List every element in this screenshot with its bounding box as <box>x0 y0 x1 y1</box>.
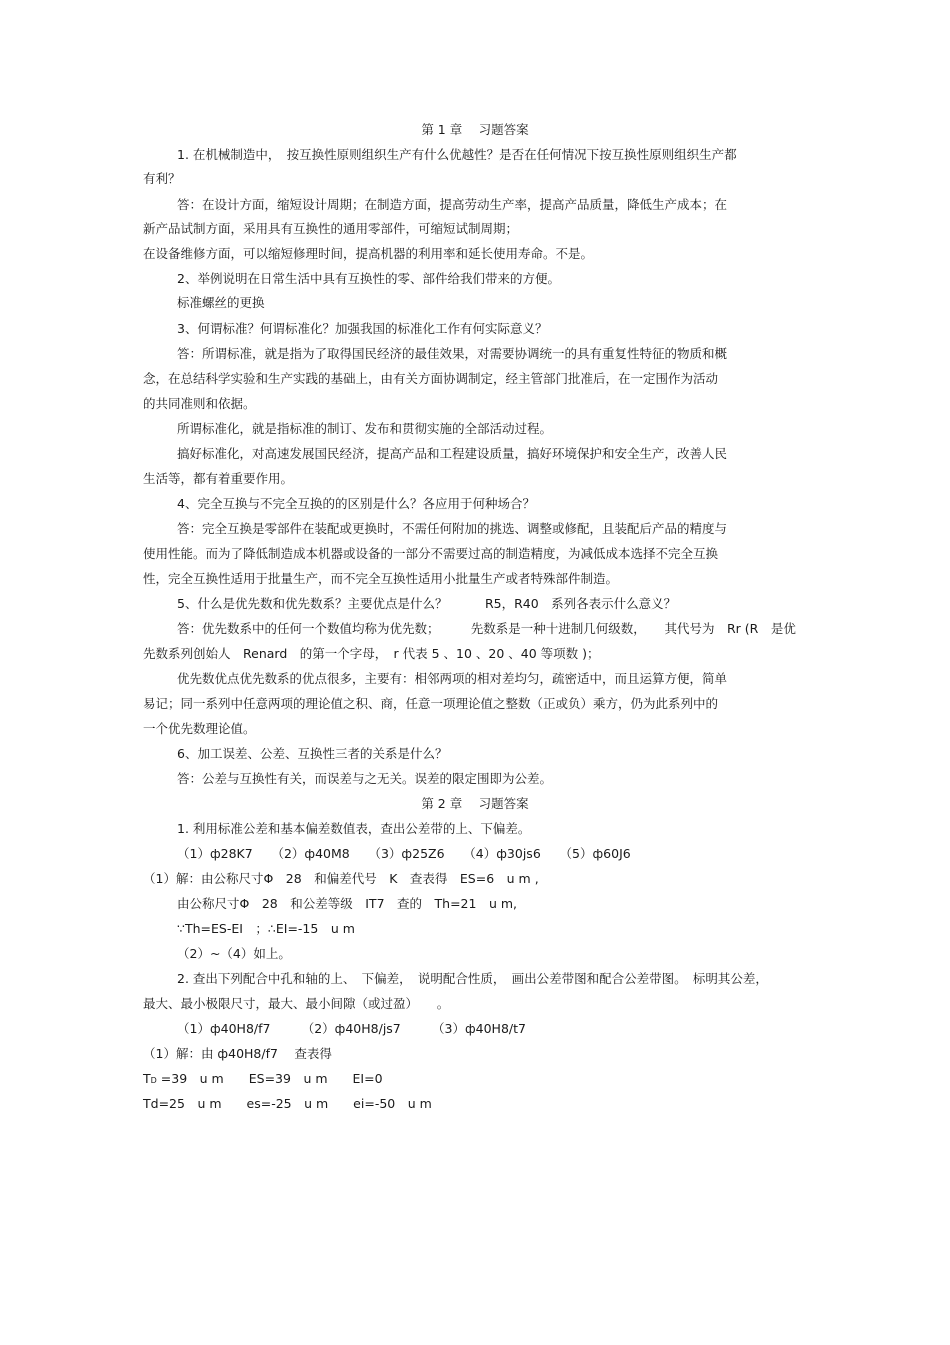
chapter-2-title: 第 2 章 习题答案 <box>421 796 529 811</box>
answer-3-line-2: 念，在总结科学实验和生产实践的基础上，由有关方面协调制定，经主管部门批准后，在一定围作为活动 <box>143 371 719 386</box>
answer-3-line-4: 所谓标准化，就是指标准的制订、发布和贯彻实施的全部活动过程。 <box>177 421 553 436</box>
ch2-solution-1-line-4: （2）~（4）如上。 <box>177 946 291 961</box>
answer-5-line-5: 一个优先数理论值。 <box>143 721 256 736</box>
question-2: 2、举例说明在日常生活中具有互换性的零、部件给我们带来的方便。 <box>177 271 560 286</box>
ch2-solution-1-line-3: ∵Th=ES-EI ；∴EI=-15 u m <box>177 921 355 936</box>
answer-1-line-3: 在设备维修方面，可以缩短修理时间，提高机器的利用率和延长使用寿命。不是。 <box>143 246 594 261</box>
ch2-question-2-line-1: 2. 查出下列配合中孔和轴的上、 下偏差， 说明配合性质， 画出公差带图和配合公差带图。 标明其公差， <box>177 971 768 986</box>
answer-4-line-3: 性，完全互换性适用于批量生产，而不完全互换性适用小批量生产或者特殊部件制造。 <box>143 571 619 586</box>
answer-3-line-5: 搞好标准化，对高速发展国民经济，提高产品和工程建设质量，搞好环境保护和安全生产，改善人民 <box>177 446 728 461</box>
answer-3-line-6: 生活等，都有着重要作用。 <box>143 471 294 486</box>
question-3: 3、何谓标准？何谓标准化？加强我国的标准化工作有何实际意义？ <box>177 321 548 336</box>
answer-3-line-1: 答：所谓标准，就是指为了取得国民经济的最佳效果，对需要协调统一的具有重复性特征的物质和概 <box>177 346 728 361</box>
td-values: =39 u m ES=39 u m EI=0 <box>156 1071 383 1086</box>
answer-5-line-3: 优先数优点优先数系的优点很多，主要有：相邻两项的相对差均匀，疏密适中，而且运算方便，简单 <box>177 671 728 686</box>
question-1-line-1: 1. 在机械制造中， 按互换性原则组织生产有什么优越性？是否在任何情况下按互换性原则组织生产都 <box>177 147 737 162</box>
ch2-solution-2-line-3: Td=25 u m es=-25 u m ei=-50 u m <box>143 1096 432 1111</box>
answer-5-line-2: 先数系列创始人 Renard 的第一个字母， r 代表 5 、10 、20 、40 等项数 )； <box>143 646 600 661</box>
ch2-question-1: 1. 利用标准公差和基本偏差数值表，查出公差带的上、下偏差。 <box>177 821 531 836</box>
question-5: 5、什么是优先数和优先数系？主要优点是什么？ R5，R40 系列各表示什么意义？ <box>177 596 677 611</box>
ch2-solution-1-line-2: 由公称尺寸Φ 28 和公差等级 IT7 查的 Th=21 u m, <box>177 896 518 911</box>
chapter-1-title: 第 1 章 习题答案 <box>421 122 529 137</box>
answer-5-line-1: 答：优先数系中的任何一个数值均称为优先数； 先数系是一种十进制几何级数， 其代号为 Rr (R 是优 <box>177 621 796 636</box>
ch2-solution-1-line-1: （1）解：由公称尺寸Φ 28 和偏差代号 K 查表得 ES=6 u m , <box>143 871 539 886</box>
td-subscript: D <box>150 1076 157 1085</box>
answer-1-line-1: 答：在设计方面，缩短设计周期；在制造方面，提高劳动生产率，提高产品质量，降低生产成本；在 <box>177 197 728 212</box>
ch2-question-1-items: （1）ф28K7 （2）ф40M8 （3）ф25Z6 （4）ф30js6 （5）ф60J6 <box>177 846 631 861</box>
answer-5-line-4: 易记；同一系列中任意两项的理论值之积、商，任意一项理论值之整数（正或负）乘方，仍为此系列中的 <box>143 696 719 711</box>
question-1-line-2: 有利？ <box>143 171 181 186</box>
answer-1-line-2: 新产品试制方面，采用具有互换性的通用零部件，可缩短试制周期； <box>143 221 519 236</box>
answer-4-line-2: 使用性能。而为了降低制造成本机器或设备的一部分不需要过高的制造精度，为减低成本选择不完全互换 <box>143 546 719 561</box>
answer-4-line-1: 答：完全互换是零部件在装配或更换时，不需任何附加的挑选、调整或修配，且装配后产品的精度与 <box>177 521 728 536</box>
answer-2: 标准螺丝的更换 <box>177 295 265 310</box>
ch2-solution-2-line-2 <box>143 1071 383 1089</box>
ch2-question-2-line-2: 最大、最小极限尺寸，最大、最小间隙（或过盈） 。 <box>143 996 450 1011</box>
question-4: 4、完全互换与不完全互换的的区别是什么？各应用于何种场合？ <box>177 496 535 511</box>
answer-3-line-3: 的共同准则和依据。 <box>143 396 256 411</box>
td-symbol: T <box>143 1071 151 1086</box>
question-6: 6、加工误差、公差、互换性三者的关系是什么？ <box>177 746 448 761</box>
answer-6: 答：公差与互换性有关，而误差与之无关。误差的限定围即为公差。 <box>177 771 553 786</box>
ch2-solution-2-line-1: （1）解：由 ф40H8/f7 查表得 <box>143 1046 332 1061</box>
ch2-question-2-items: （1）ф40H8/f7 （2）ф40H8/js7 （3）ф40H8/t7 <box>177 1021 526 1036</box>
